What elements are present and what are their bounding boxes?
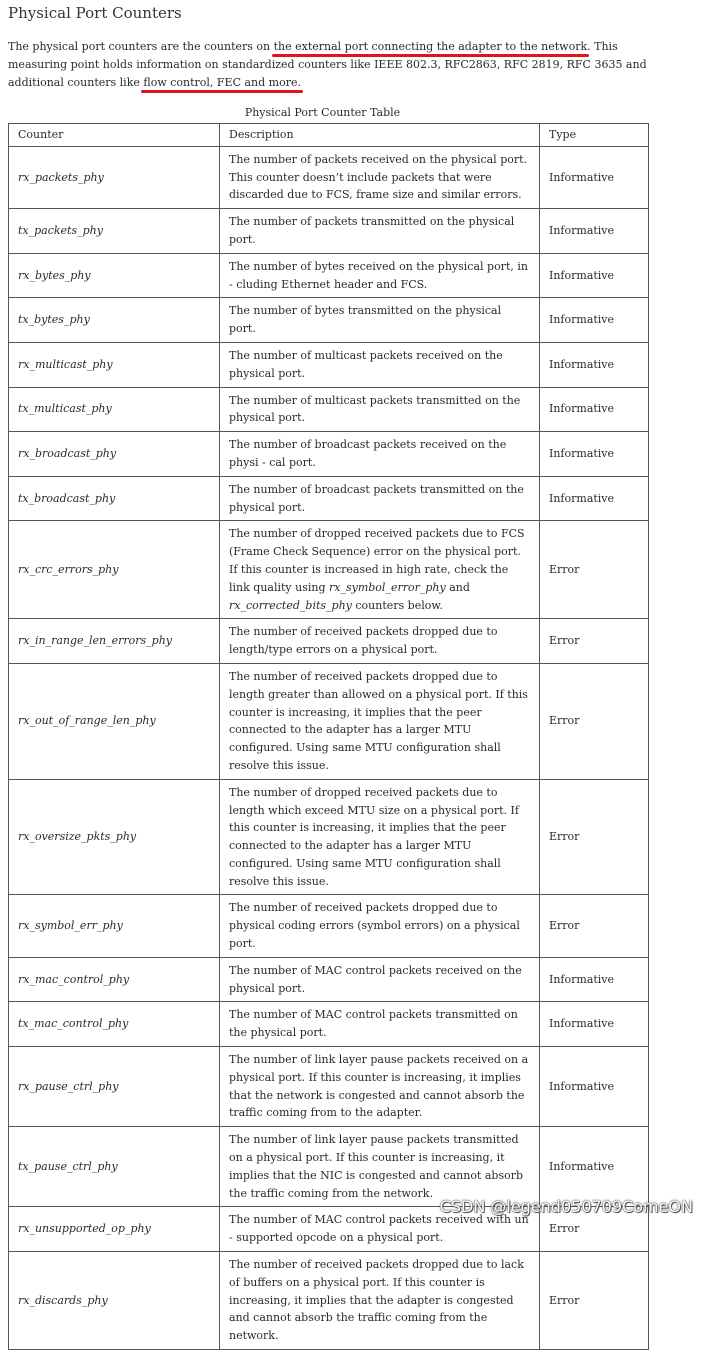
counter-type: Informative [540,1047,649,1127]
counter-description: The number of dropped received packets due to length which exceed MTU size on a physical port. If this counter is increasing, it implies that the peer connected to the adapter has a larger MTU configured. Using same MTU configuration shall resolve this issue. [220,779,540,895]
counter-name: rx_pause_ctrl_phy [9,1047,220,1127]
counter-type: Error [540,1252,649,1350]
intro-paragraph [8,38,658,92]
counter-description: The number of broadcast packets transmitted on the physical port. [220,476,540,521]
counter-name: tx_mac_control_phy [9,1002,220,1047]
counter-type: Informative [540,957,649,1002]
counter-description: The number of received packets dropped due to lack of buffers on a physical port. If this counter is increasing, it implies that the adapter is congested and cannot absorb the traffic coming from the network. [220,1252,540,1350]
counter-type: Informative [540,1002,649,1047]
counter-name: rx_out_of_range_len_phy [9,663,220,779]
table-row [9,432,649,477]
table-caption: Physical Port Counter Table [244,106,401,119]
table-row [9,1002,649,1047]
counter-name: rx_oversize_pkts_phy [9,779,220,895]
counter-type: Informative [540,146,649,208]
highlight-flow-control: flow control, FEC and more. [143,76,301,89]
table-row [9,521,649,619]
table-row [9,298,649,343]
header-type: Type [540,124,649,147]
table-row [9,663,649,779]
counter-description: The number of MAC control packets received on the physical port. [220,957,540,1002]
counter-name: tx_broadcast_phy [9,476,220,521]
header-counter: Counter [9,124,220,147]
table-row [9,387,649,432]
table-row [9,619,649,664]
table-row [9,779,649,895]
counter-type: Informative [540,1127,649,1207]
inline-counter-ref: rx_symbol_error_phy [329,580,446,594]
counter-table [8,123,649,1350]
counter-name: tx_multicast_phy [9,387,220,432]
counter-name: rx_multicast_phy [9,342,220,387]
counter-description: The number of bytes received on the physical port, in - cluding Ethernet header and FCS. [220,253,540,298]
counter-description: The number of received packets dropped due to physical coding errors (symbol errors) on a physical port. [220,895,540,957]
counter-name: rx_packets_phy [9,146,220,208]
counter-description [220,521,540,619]
counter-description: The number of MAC control packets transmitted on the physical port. [220,1002,540,1047]
description-text: The number of dropped received packets due to FCS (Frame Check Sequence) error on the physical port. If this counter is increased in high rate, check the link quality using [229,527,525,594]
counter-description: The number of link layer pause packets transmitted on a physical port. If this counter is increasing, it implies that the NIC is congested and cannot absorb the traffic coming from the network. [220,1127,540,1207]
counter-type: Error [540,619,649,664]
highlight-external-port: the external port connecting the adapter to the network [274,40,588,53]
counter-description: The number of received packets dropped due to length greater than allowed on a physical port. If this counter is increasing, it implies that the peer connected to the adapter has a larger MTU configured. Using same MTU configuration shall resolve this issue. [220,663,540,779]
counter-name: rx_crc_errors_phy [9,521,220,619]
counter-description: The number of bytes transmitted on the physical port. [220,298,540,343]
counter-name: rx_symbol_err_phy [9,895,220,957]
counter-description: The number of multicast packets transmitted on the physical port. [220,387,540,432]
counter-type: Informative [540,209,649,254]
counter-type: Error [540,1207,649,1252]
counter-name: tx_packets_phy [9,209,220,254]
counter-name: tx_pause_ctrl_phy [9,1127,220,1207]
table-row [9,209,649,254]
counter-type: Informative [540,432,649,477]
table-row [9,476,649,521]
table-header-row [9,124,649,147]
inline-counter-ref: rx_corrected_bits_phy [229,598,352,612]
intro-text-1: The physical port counters are the counters on [8,40,274,53]
counter-type: Error [540,521,649,619]
counter-description: The number of packets received on the physical port. This counter doesn’t include packets that were discarded due to FCS, frame size and similar errors. [220,146,540,208]
counter-type: Error [540,779,649,895]
counter-type: Informative [540,298,649,343]
counter-name: tx_bytes_phy [9,298,220,343]
intro-text-2: . This measuring point holds information on standardized counters like IEEE 802.3, RFC2863, RFC 2819, RFC 3635 and additional counters like [8,40,647,89]
description-text: counters below. [351,598,443,612]
counter-description: The number of received packets dropped due to length/type errors on a physical port. [220,619,540,664]
table-row [9,1047,649,1127]
counter-name: rx_broadcast_phy [9,432,220,477]
counter-type: Informative [540,476,649,521]
counter-description: The number of link layer pause packets received on a physical port. If this counter is increasing, it implies that the network is congested and cannot absorb the traffic coming from to the adapter. [220,1047,540,1127]
table-row [9,957,649,1002]
counter-type: Informative [540,342,649,387]
counter-description: The number of packets transmitted on the physical port. [220,209,540,254]
counter-description: The number of MAC control packets received with un - supported opcode on a physical port. [220,1207,540,1252]
counter-type: Informative [540,387,649,432]
counter-name: rx_mac_control_phy [9,957,220,1002]
table-row [9,1252,649,1350]
description-text: and [445,580,470,594]
watermark: CSDN @legend050709ComeON [439,1197,693,1216]
page-title: Physical Port Counters [8,4,182,22]
table-row [9,1127,649,1207]
counter-name: rx_in_range_len_errors_phy [9,619,220,664]
counter-name: rx_bytes_phy [9,253,220,298]
counter-name: rx_discards_phy [9,1252,220,1350]
table-row [9,895,649,957]
counter-type: Informative [540,253,649,298]
table-row [9,342,649,387]
counter-type: Error [540,663,649,779]
counter-description: The number of broadcast packets received on the physi - cal port. [220,432,540,477]
counter-name: rx_unsupported_op_phy [9,1207,220,1252]
red-underline-mark [141,90,303,93]
table-body [9,146,649,1349]
table-row [9,146,649,208]
header-description: Description [220,124,540,147]
red-underline-mark [272,54,590,57]
table-row [9,253,649,298]
counter-description: The number of multicast packets received on the physical port. [220,342,540,387]
counter-type: Error [540,895,649,957]
